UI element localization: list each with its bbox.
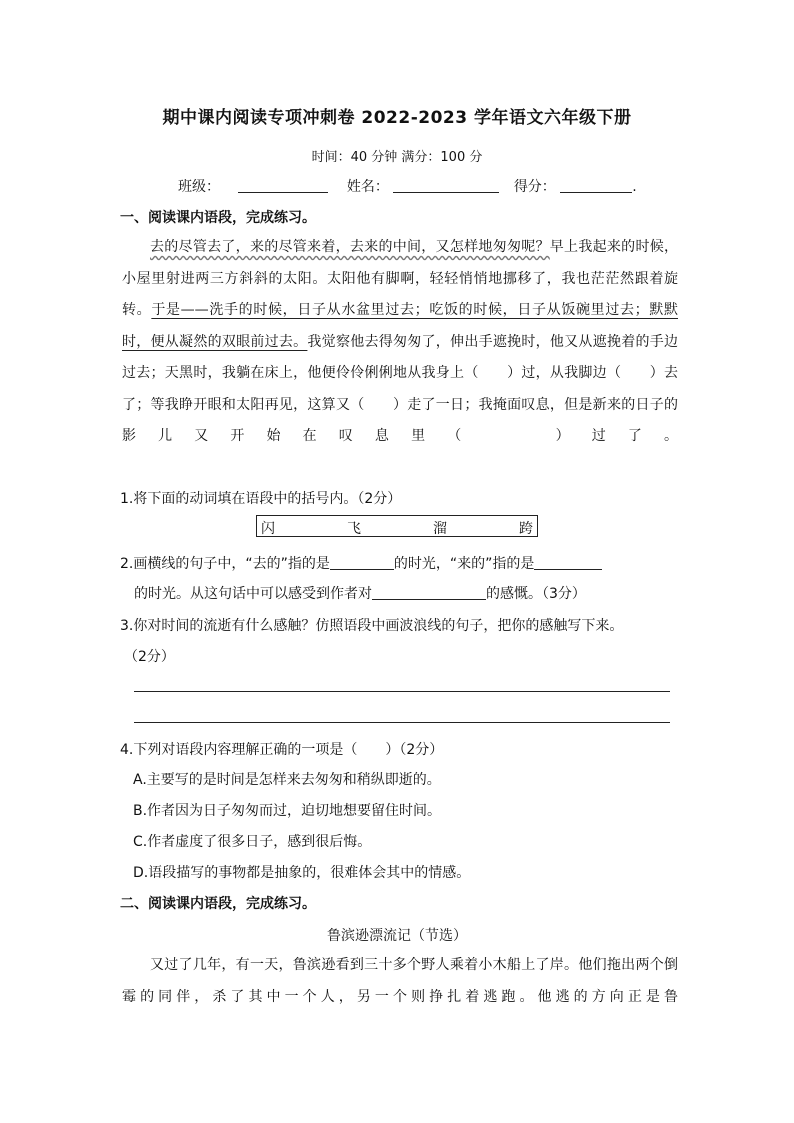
- section2-subtitle: 鲁滨逊漂流记（节选）: [327, 928, 467, 944]
- answer-line-2[interactable]: [134, 722, 670, 723]
- question-4: 4.下列对语段内容理解正确的一项是（ ）（2分）: [120, 742, 444, 758]
- option-a[interactable]: A.主要写的是时间是怎样来去匆匆和稍纵即逝的。: [133, 772, 441, 788]
- answer-line-1[interactable]: [134, 691, 670, 692]
- section1-passage: [122, 232, 678, 453]
- word-3: 溜: [433, 521, 447, 537]
- option-b[interactable]: B.作者因为日子匆匆而过，迫切地想要留住时间。: [133, 803, 442, 819]
- word-4: 跨: [519, 521, 533, 537]
- q2-blank-3[interactable]: [372, 585, 486, 600]
- passage-text-a: 早上我起来的时候，小屋里射进两三方斜斜的太阳。太阳他有脚啊，轻轻悄悄地挪移了，我也茫茫然跟着旋转。: [122, 239, 679, 318]
- score-label: 得分：: [513, 179, 556, 195]
- verb-word-box: [256, 515, 538, 537]
- q2-text-4: 的感慨。（3分）: [486, 586, 586, 602]
- name-blank[interactable]: [393, 178, 499, 193]
- section1-heading: 一、阅读课内语段，完成练习。: [120, 210, 316, 226]
- name-label: 姓名：: [346, 179, 389, 195]
- wavy-underlined-sentence: 去的尽管去了，来的尽管来着，去来的中间，又怎样地匆匆呢？: [150, 239, 550, 255]
- info-end-dot: .: [632, 179, 637, 195]
- q2-text-2: 的时光，“来的”指的是: [393, 556, 535, 572]
- exam-title: 期中课内阅读专项冲刺卷 2022-2023 学年语文六年级下册: [162, 108, 632, 128]
- option-c[interactable]: C.作者虚度了很多日子，感到很后悔。: [133, 834, 372, 850]
- question-3: 3.你对时间的流逝有什么感触？仿照语段中画波浪线的句子，把你的感触写下来。: [120, 618, 624, 634]
- q2-blank-1[interactable]: [330, 555, 394, 570]
- passage-text-b: 我觉察他去得匆匆了，伸出手遮挽时，他又从遮挽着的手边过去；天黑时，我躺在床上，他便伶伶俐俐地从我身上（ ）过，从我脚边（ ）去了；等我睁开眼和太阳再见，这算又（ ）走了一日；我掩面叹息，但是新来的日子的影儿又开始在叹息里（ ）过了。: [122, 333, 678, 444]
- q2-blank-2[interactable]: [534, 555, 602, 570]
- question-2-line1: [120, 553, 602, 573]
- q2-text-1: 2.画横线的句子中，“去的”指的是: [120, 556, 330, 572]
- question-3-score: （2分）: [124, 649, 175, 665]
- class-blank[interactable]: [238, 178, 328, 193]
- question-1: 1.将下面的动词填在语段中的括号内。（2分）: [120, 491, 402, 507]
- exam-meta: 时间：40 分钟 满分：100 分: [311, 150, 483, 165]
- class-label: 班级：: [178, 179, 220, 195]
- word-1: 闪: [261, 521, 275, 537]
- underlined-sentence: 于是——洗手的时候，日子从水盆里过去；吃饭的时候，日子从饭碗里过去；默默时，便从凝然的双眼前过去。: [122, 302, 679, 350]
- section2-heading: 二、阅读课内语段，完成练习。: [120, 896, 316, 912]
- score-blank[interactable]: [560, 178, 632, 193]
- word-2: 飞: [347, 521, 361, 537]
- q2-text-3: 的时光。从这句话中可以感受到作者对: [134, 586, 372, 602]
- question-2-line2: [134, 583, 586, 603]
- section2-passage: 又过了几年，有一天，鲁滨逊看到三十多个野人乘着小木船上了岸。他们拖出两个倒霉的同伴，杀了其中一个人，另一个则挣扎着逃跑。他逃的方向正是鲁: [122, 957, 678, 1005]
- option-d[interactable]: D.语段描写的事物都是抽象的，很难体会其中的情感。: [133, 865, 471, 881]
- student-info-line: [178, 176, 637, 196]
